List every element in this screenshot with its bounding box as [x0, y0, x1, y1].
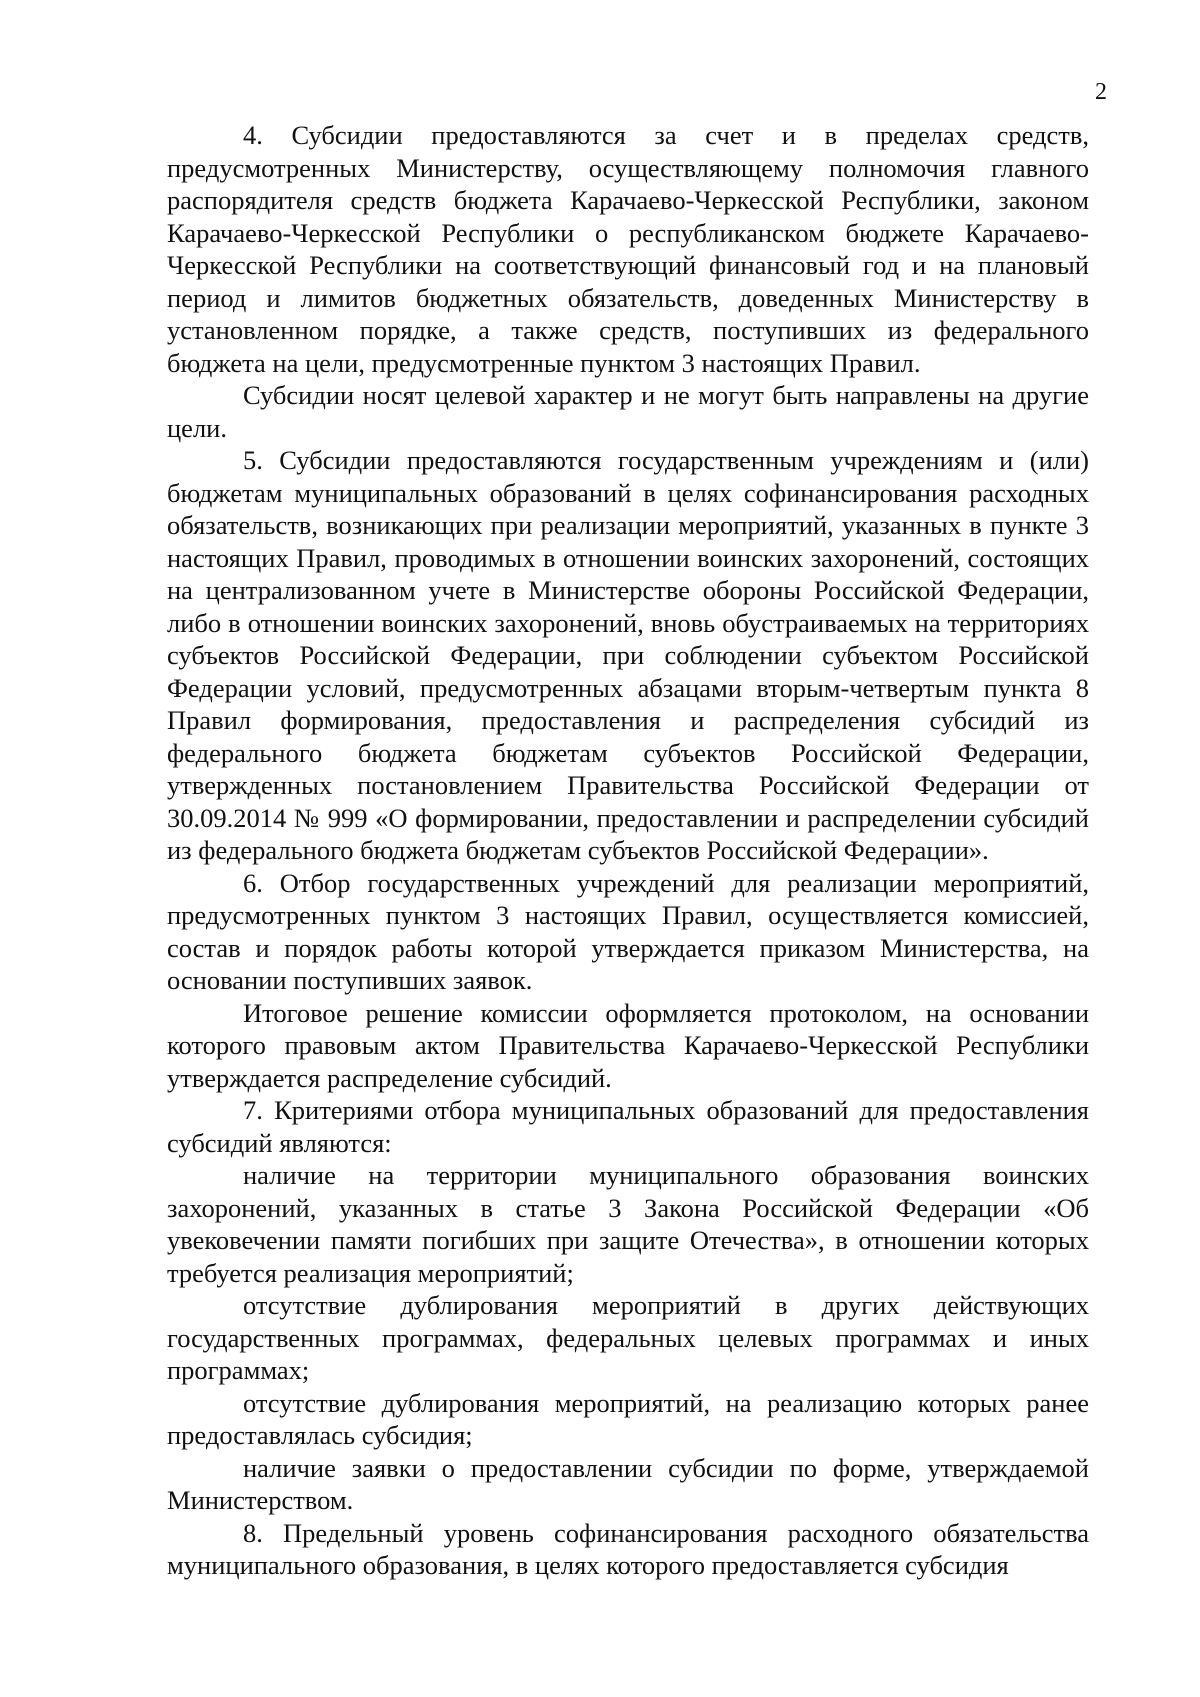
paragraph-commission-decision: Итоговое решение комиссии оформляется протоколом, на основании которого правовым актом Правительства Карачаево-Черкесской Республики утверждается распределение субсидий. [167, 997, 1089, 1093]
paragraph-6-selection: 6. Отбор государственных учреждений для реализации мероприятий, предусмотренных пунктом 3 настоящих Правил, осуществляется комиссией, состав и порядок работы которой утверждается приказом Министерства, на основании поступивших заявок. [167, 867, 1089, 995]
criterion-no-duplication-subsidy: отсутствие дублирования мероприятий, на реализацию которых ранее предоставлялась субсидия; [167, 1387, 1089, 1450]
criterion-no-duplication-programs: отсутствие дублирования мероприятий в других действующих государственных программах, федеральных целевых программах и иных программах; [167, 1290, 1089, 1385]
criterion-application: наличие заявки о предоставлении субсидии по форме, утверждаемой Министерством. [167, 1452, 1089, 1515]
paragraph-4-subsidy-sources: 4. Субсидии предоставляются за счет и в пределах средств, предусмотренных Министерству, осуществляющему полномочия главного распорядителя средств бюджета Карачаево-Черкесской Республики, законом Карачаево-Черкесской Республики о республиканском бюджете Карачаево-Черкесской Республики на соответствующий финансовый год и на плановый период и лимитов бюджетных обязательств, доведенных Министерству в установленном порядке, а также средств, поступивших из федерального бюджета на цели, предусмотренные пунктом 3 настоящих Правил. [167, 120, 1089, 378]
criterion-burials: наличие на территории муниципального образования воинских захоронений, указанных в статье 3 Закона Российской Федерации «Об увековечении памяти погибших при защите Отечества», в отношении которых требуется реализация мероприятий; [167, 1160, 1089, 1288]
paragraph-targeted-nature: Субсидии носят целевой характер и не могут быть направлены на другие цели. [167, 380, 1089, 443]
document-body [167, 119, 1089, 1582]
paragraph-7-criteria: 7. Критериями отбора муниципальных образований для предоставления субсидий являются: [167, 1095, 1089, 1158]
paragraph-5-recipients: 5. Субсидии предоставляются государственным учреждениям и (или) бюджетам муниципальных образований в целях софинансирования расходных обязательств, возникающих при реализации мероприятий, указанных в пункте 3 настоящих Правил, проводимых в отношении воинских захоронений, состоящих на централизованном учете в Министерстве обороны Российской Федерации, либо в отношении воинских захоронений, вновь обустраиваемых на территориях субъектов Российской Федерации, при соблюдении субъектом Российской Федерации условий, предусмотренных абзацами вторым-четвертым пункта 8 Правил формирования, предоставления и распределения субсидий из федерального бюджета бюджетам субъектов Российской Федерации, утвержденных постановлением Правительства Российской Федерации от 30.09.2014 № 999 «О формировании, предоставлении и распределении субсидий из федерального бюджета бюджетам субъектов Российской Федерации». [167, 445, 1089, 865]
page-number: 2 [1095, 79, 1107, 105]
paragraph-8-cofinancing: 8. Предельный уровень софинансирования расходного обязательства муниципального образования, в целях которого предоставляется субсидия [167, 1517, 1089, 1580]
